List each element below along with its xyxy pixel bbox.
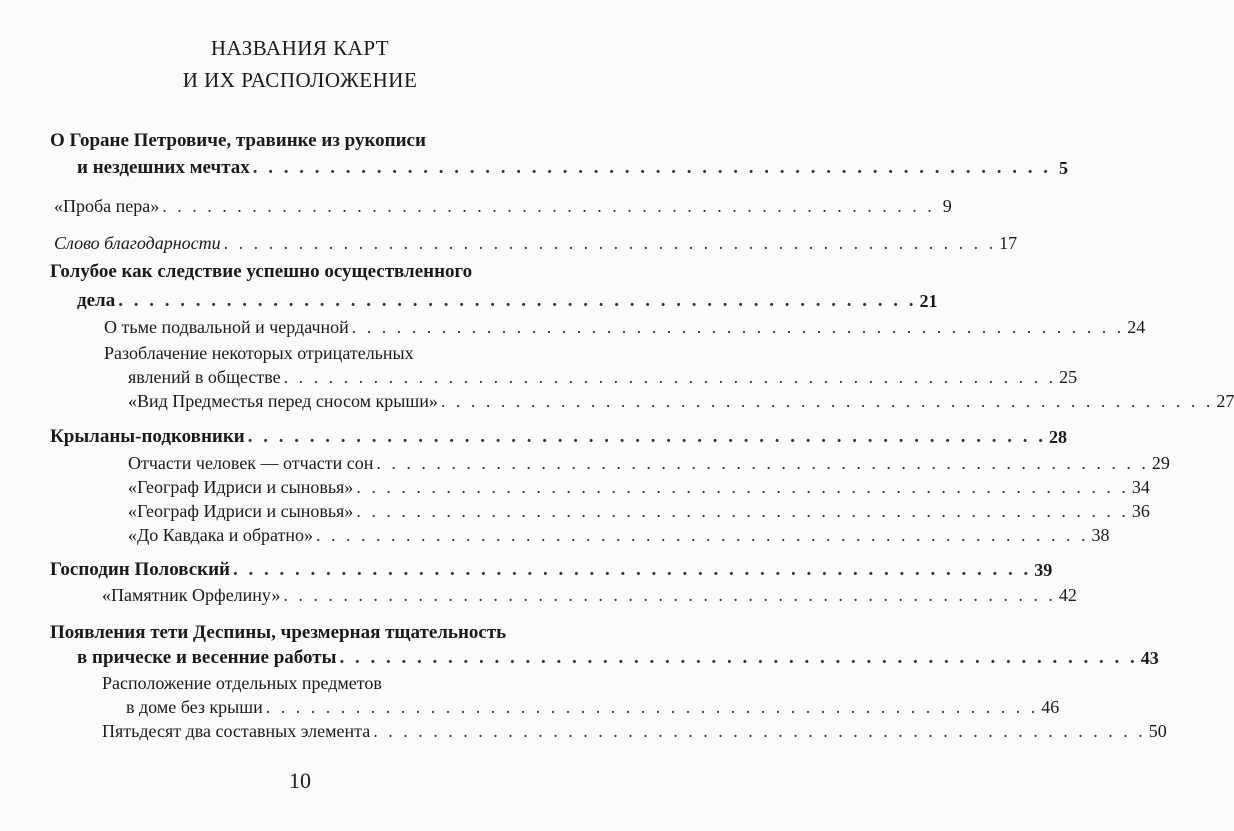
toc-entry-text: «Вид Предместья перед сносом крыши» xyxy=(128,391,438,411)
toc-entry-text: Господин Половский xyxy=(50,559,230,580)
toc-entry xyxy=(50,128,560,154)
toc-entry xyxy=(50,259,560,285)
toc-entry[interactable] xyxy=(104,314,1146,340)
toc-heading-line2: И ИХ РАСПОЛОЖЕНИЕ xyxy=(182,68,418,92)
dot-leader: . . . . . . . . . . . . . . . . . . . . . . . . . . . . . . . . . . . . . . . . . . . . . . . . . . . . xyxy=(356,501,1129,521)
toc-entry-text: Слово благодарности xyxy=(54,233,221,253)
dot-leader: . . . . . . . . . . . . . . . . . . . . . . . . . . . . . . . . . . . . . . . . . . . . . . . . . . . . xyxy=(118,290,917,311)
toc-entry-page: 34 xyxy=(1131,477,1150,497)
toc-entry-text: Пятьдесят два составных элемента xyxy=(102,721,371,741)
toc-entry-page: 46 xyxy=(1041,697,1060,717)
dot-leader: . . . . . . . . . . . . . . . . . . . . . . . . . . . . . . . . . . . . . . . . . . . . . . . . . . . . xyxy=(283,585,1056,605)
toc-entry-text: «До Кавдака и обратно» xyxy=(128,525,314,545)
dot-leader: . . . . . . . . . . . . . . . . . . . . . . . . . . . . . . . . . . . . . . . . . . . . . . . . . . . . xyxy=(440,391,1214,411)
dot-leader: . . . . . . . . . . . . . . . . . . . . . . . . . . . . . . . . . . . . . . . . . . . . . . . . . . . . xyxy=(356,477,1129,497)
toc-entry-text: О тьме подвальной и чердачной xyxy=(104,317,349,337)
toc-entry-text: «Памятник Орфелину» xyxy=(102,585,281,605)
toc-entry-text: Крыланы-подковники xyxy=(50,426,245,447)
toc-entry-text: «Проба пера» xyxy=(54,196,160,216)
toc-entry xyxy=(50,620,560,646)
toc-heading-line1: НАЗВАНИЯ КАРТ xyxy=(210,36,390,60)
toc-entry-page: 42 xyxy=(1058,585,1077,605)
toc-entry[interactable] xyxy=(128,450,1170,476)
dot-leader: . . . . . . . . . . . . . . . . . . . . . . . . . . . . . . . . . . . . . . . . . . . . . . . . . . . . xyxy=(376,453,1149,473)
dot-leader: . . . . . . . . . . . . . . . . . . . . . . . . . . . . . . . . . . . . . . . . . . . . . . . . . . . . xyxy=(223,233,997,253)
dot-leader: . . . . . . . . . . . . . . . . . . . . . . . . . . . . . . . . . . . . . . . . . . . . . . . . . . . . xyxy=(373,721,1146,741)
dot-leader: . . . . . . . . . . . . . . . . . . . . . . . . . . . . . . . . . . . . . . . . . . . . . . . . . . . . xyxy=(316,525,1089,545)
toc-entry[interactable] xyxy=(102,718,1167,744)
toc-entry-text: Расположение отдельных предметов xyxy=(102,673,382,693)
toc-entry-text: «Географ Идриси и сыновья» xyxy=(128,477,354,497)
toc-entry-text: явлений в обществе xyxy=(128,367,281,387)
toc-entry[interactable] xyxy=(54,230,1018,256)
dot-leader: . . . . . . . . . . . . . . . . . . . . . . . . . . . . . . . . . . . . . . . . . . . . . . . . . . . . xyxy=(265,697,1039,717)
toc-entry-text: Голубое как следствие успешно осуществленного xyxy=(50,261,473,282)
toc-entry-text: О Горане Петровиче, травинке из рукописи xyxy=(50,130,426,151)
toc-entry[interactable] xyxy=(126,694,1060,720)
toc-entry-page: 43 xyxy=(1140,648,1159,668)
toc-entry[interactable] xyxy=(128,498,1150,524)
toc-entry-page: 28 xyxy=(1048,427,1067,447)
toc-entry-text: в доме без крыши xyxy=(126,697,263,717)
toc-entry-page: 38 xyxy=(1091,525,1110,545)
toc-entry-text: и нездешних мечтах xyxy=(77,157,250,178)
toc-entry[interactable] xyxy=(77,155,1069,181)
toc-entry[interactable] xyxy=(50,424,1067,450)
toc-entry[interactable] xyxy=(102,582,1077,608)
toc-entry[interactable] xyxy=(77,645,1159,671)
dot-leader: . . . . . . . . . . . . . . . . . . . . . . . . . . . . . . . . . . . . . . . . . . . . . . . . . . . . xyxy=(162,196,935,216)
dot-leader: . . . . . . . . . . . . . . . . . . . . . . . . . . . . . . . . . . . . . . . . . . . . . . . . . . . . xyxy=(233,559,1032,580)
toc-entry[interactable] xyxy=(128,522,1110,548)
toc-entry-page: 5 xyxy=(1059,158,1069,178)
toc-entry-text: дела xyxy=(77,290,116,311)
toc-entry[interactable] xyxy=(128,474,1150,500)
toc-entry-text: в прическе и весенние работы xyxy=(77,647,337,668)
toc-entry-page: 9 xyxy=(942,196,952,216)
toc-entry-page: 27 xyxy=(1216,391,1234,411)
toc-entry-text: Появления тети Деспины, чрезмерная тщательность xyxy=(50,622,507,643)
toc-entry-page: 36 xyxy=(1131,501,1150,521)
toc-entry xyxy=(102,670,560,696)
toc-entry-page: 24 xyxy=(1127,317,1146,337)
toc-entry-text: Отчасти человек — отчасти сон xyxy=(128,453,374,473)
dot-leader: . . . . . . . . . . . . . . . . . . . . . . . . . . . . . . . . . . . . . . . . . . . . . . . . . . . . xyxy=(283,367,1057,387)
toc-entry xyxy=(104,340,560,366)
dot-leader: . . . . . . . . . . . . . . . . . . . . . . . . . . . . . . . . . . . . . . . . . . . . . . . . . . . . xyxy=(247,426,1046,447)
toc-entry[interactable] xyxy=(128,388,1234,414)
toc-entry-page: 39 xyxy=(1034,560,1053,580)
dot-leader: . . . . . . . . . . . . . . . . . . . . . . . . . . . . . . . . . . . . . . . . . . . . . . . . . . . . xyxy=(351,317,1125,337)
toc-entry-page: 21 xyxy=(919,291,938,311)
dot-leader: . . . . . . . . . . . . . . . . . . . . . . . . . . . . . . . . . . . . . . . . . . . . . . . . . . . . xyxy=(252,157,1052,178)
toc-entry-text: Разоблачение некоторых отрицательных xyxy=(104,343,414,363)
toc-entry-page: 17 xyxy=(999,233,1018,253)
dot-leader: . . . . . . . . . . . . . . . . . . . . . . . . . . . . . . . . . . . . . . . . . . . . . . . . . . . . xyxy=(339,647,1138,668)
toc-entry[interactable] xyxy=(128,364,1078,390)
page-number: 10 xyxy=(289,768,311,793)
toc-entry[interactable] xyxy=(50,557,1053,583)
toc-entry[interactable] xyxy=(77,288,938,314)
toc-entry-page: 25 xyxy=(1059,367,1078,387)
toc-entry-page: 29 xyxy=(1151,453,1170,473)
toc-entry[interactable] xyxy=(54,193,952,219)
toc-entry-page: 50 xyxy=(1148,721,1167,741)
toc-entry-text: «Географ Идриси и сыновья» xyxy=(128,501,354,521)
